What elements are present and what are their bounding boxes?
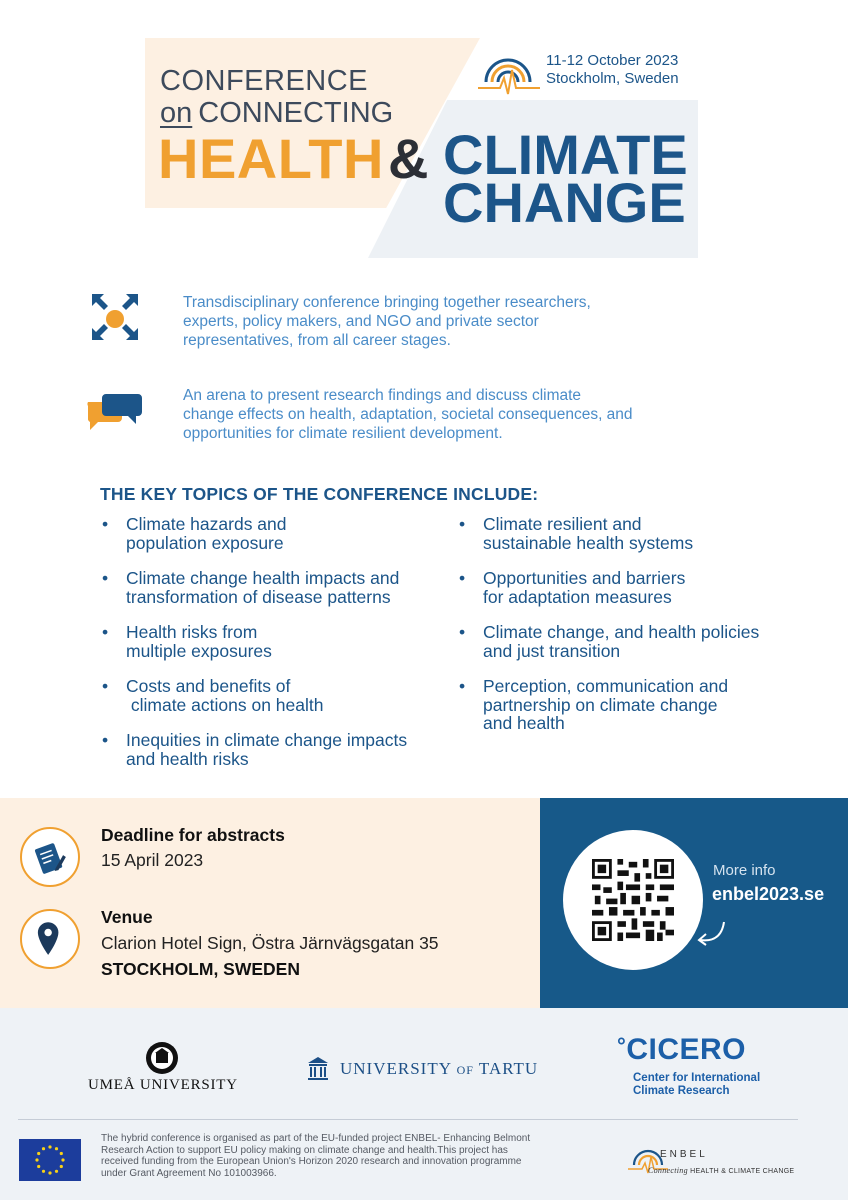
enbel-name: ENBEL xyxy=(660,1149,708,1160)
deadline-label: Deadline for abstracts xyxy=(101,825,285,845)
venue-icon-circle xyxy=(20,909,80,969)
deadline-value: 15 April 2023 xyxy=(101,850,204,870)
topic-item xyxy=(102,730,408,769)
bullet: • xyxy=(102,676,109,696)
cicero-subtitle-1: Center for International xyxy=(633,1072,761,1084)
topic-line: Costs and benefits of xyxy=(126,676,291,696)
topic-line: Climate hazards and xyxy=(126,514,287,534)
more-info-label: More info xyxy=(713,862,776,879)
enbel-logo-icon xyxy=(478,48,540,98)
topic-line: Perception, communication and xyxy=(483,676,729,696)
qr-circle xyxy=(563,830,703,970)
curved-arrow-icon xyxy=(690,918,730,948)
bullet: • xyxy=(459,622,466,642)
speech-bubbles-icon xyxy=(86,392,144,432)
intro-1-line: representatives, from all career stages. xyxy=(183,332,451,349)
event-location: Stockholm, Sweden xyxy=(546,70,679,87)
topic-line: transformation of disease patterns xyxy=(126,586,391,607)
document-pen-icon xyxy=(22,829,78,885)
venue-address: Clarion Hotel Sign, Östra Järnvägsgatan 35 xyxy=(101,933,439,953)
bullet: • xyxy=(102,730,109,750)
bullet: • xyxy=(102,514,109,534)
map-pin-icon xyxy=(22,911,78,967)
tartu-word-2: TARTU xyxy=(478,1059,539,1078)
topic-item xyxy=(459,622,760,661)
venue-city: STOCKHOLM, SWEDEN xyxy=(101,959,300,979)
deadline-icon-circle xyxy=(20,827,80,887)
intro-2-line: change effects on health, adaptation, societal consequences, and xyxy=(183,406,633,423)
tartu-word-of: OF xyxy=(456,1063,474,1077)
cicero-degree-icon: ° xyxy=(617,1033,627,1058)
bullet: • xyxy=(102,622,109,642)
qr-code-icon[interactable] xyxy=(592,859,674,941)
topic-item xyxy=(459,676,729,733)
enbel-tag-italic: Connecting xyxy=(648,1166,688,1175)
topic-line: and health xyxy=(483,713,565,733)
title-climate: CLIMATE xyxy=(443,123,688,186)
topic-line: Climate change health impacts and xyxy=(126,568,400,588)
tartu-word-1: UNIVERSITY xyxy=(340,1059,452,1078)
topic-item xyxy=(102,676,324,715)
enbel-tag-rest: HEALTH & CLIMATE CHANGE xyxy=(687,1168,795,1175)
university-of-tartu-logo xyxy=(340,1059,538,1079)
cicero-word: CICERO xyxy=(626,1033,746,1066)
title-on-word: on xyxy=(160,97,193,129)
title-on-connecting xyxy=(160,98,393,128)
topics-heading: THE KEY TOPICS OF THE CONFERENCE INCLUDE: xyxy=(100,484,539,504)
title-ampersand: & xyxy=(388,127,429,190)
topic-item xyxy=(102,514,287,553)
footer-divider xyxy=(18,1119,798,1120)
intro-paragraph-2 xyxy=(183,386,703,443)
bullet: • xyxy=(102,568,109,588)
topic-line: Inequities in climate change impacts xyxy=(126,730,408,750)
event-date: 11-12 October 2023 xyxy=(546,52,679,69)
topic-line: multiple exposures xyxy=(126,640,272,661)
more-info-link[interactable]: enbel2023.se xyxy=(712,884,825,904)
topic-line: population exposure xyxy=(126,532,284,553)
topic-line: Health risks from xyxy=(126,622,258,642)
topic-line: climate actions on health xyxy=(126,694,324,715)
umea-seal-icon xyxy=(142,1040,182,1076)
topic-line: Opportunities and barriers xyxy=(483,568,686,588)
umea-university-logo: UMEÅ UNIVERSITY xyxy=(88,1077,238,1093)
topic-line: for adaptation measures xyxy=(483,586,672,607)
intro-1-line: experts, policy makers, and NGO and private sector xyxy=(183,313,539,330)
tartu-building-icon xyxy=(306,1055,330,1083)
converging-arrows-icon xyxy=(88,290,142,344)
venue-label: Venue xyxy=(101,907,153,927)
eu-flag-icon xyxy=(19,1139,81,1181)
topic-line: partnership on climate change xyxy=(483,694,718,715)
intro-2-line: An arena to present research findings and discuss climate xyxy=(183,387,582,404)
cicero-subtitle-2: Climate Research xyxy=(633,1085,730,1097)
topic-item xyxy=(459,568,686,607)
topic-line: Climate resilient and xyxy=(483,514,642,534)
intro-1-line: Transdisciplinary conference bringing together researchers, xyxy=(183,294,591,311)
title-change: CHANGE xyxy=(443,171,686,234)
funding-disclaimer xyxy=(101,1133,591,1179)
intro-2-line: opportunities for climate resilient development. xyxy=(183,425,503,442)
bullet: • xyxy=(459,514,466,534)
topic-line: Climate change, and health policies xyxy=(483,622,760,642)
topic-item xyxy=(102,568,400,607)
title-conference: CONFERENCE xyxy=(160,65,369,97)
topic-line: and just transition xyxy=(483,640,621,661)
title-health: HEALTH xyxy=(158,127,384,190)
disclaimer-line: under Grant Agreement No 101003966. xyxy=(101,1167,277,1179)
disclaimer-line: Research Action to support EU policy making on climate change and health.This project has xyxy=(101,1144,508,1156)
enbel-tagline xyxy=(648,1166,794,1175)
bullet: • xyxy=(459,568,466,588)
disclaimer-line: received funding from the European Union's Horizon 2020 research and innovation programme xyxy=(101,1156,522,1167)
intro-paragraph-1 xyxy=(183,293,703,350)
bullet: • xyxy=(459,676,466,696)
disclaimer-line: The hybrid conference is organised as part of the EU-funded project ENBEL- Enhancing Belmont xyxy=(101,1133,531,1144)
topic-line: sustainable health systems xyxy=(483,532,694,553)
topic-line: and health risks xyxy=(126,748,249,769)
topic-item xyxy=(459,514,694,553)
cicero-logo xyxy=(617,1033,746,1067)
topic-item xyxy=(102,622,272,661)
title-connecting-word: CONNECTING xyxy=(198,97,394,129)
